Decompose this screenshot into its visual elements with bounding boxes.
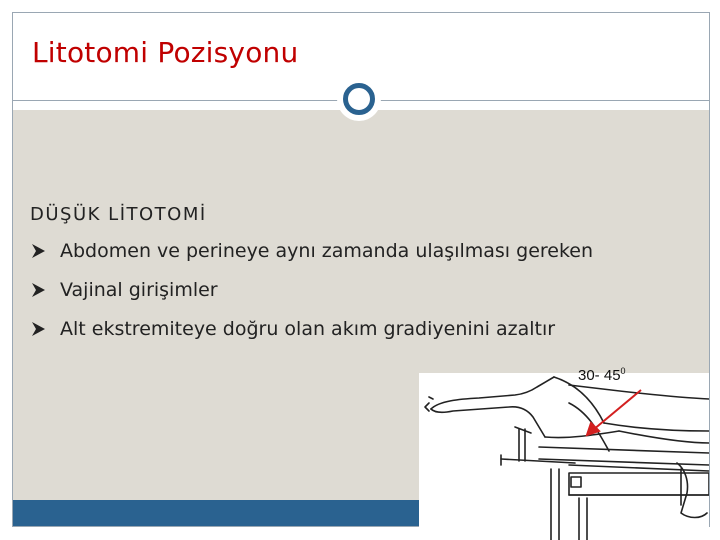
- angle-value: 30- 45: [578, 367, 621, 384]
- section-heading: DÜŞÜK LİTOTOMİ: [30, 204, 207, 225]
- bullet-list: [30, 239, 593, 356]
- lithotomy-position-illustration: [419, 373, 709, 540]
- arrowhead-bullet-icon: [30, 321, 46, 337]
- arrowhead-bullet-icon: [30, 282, 46, 298]
- body-text: [30, 204, 593, 356]
- arrowhead-bullet-icon: [30, 243, 46, 259]
- bullet-item: [30, 278, 593, 317]
- bullet-item: [30, 239, 593, 278]
- patient-on-table-drawing: [419, 373, 709, 540]
- ring-inner: [343, 83, 375, 115]
- slide-title: Litotomi Pozisyonu: [32, 36, 299, 69]
- bullet-text: Alt ekstremiteye doğru olan akım gradiyenini azaltır: [60, 318, 556, 340]
- bullet-text: Abdomen ve perineye aynı zamanda ulaşılması gereken: [60, 240, 594, 262]
- angle-label: [578, 366, 626, 384]
- bullet-text: Vajinal girişimler: [60, 279, 218, 301]
- bullet-item: [30, 317, 593, 356]
- bottom-accent-bar: [13, 500, 419, 526]
- degree-superscript: 0: [620, 366, 626, 376]
- ring-icon: [337, 77, 381, 121]
